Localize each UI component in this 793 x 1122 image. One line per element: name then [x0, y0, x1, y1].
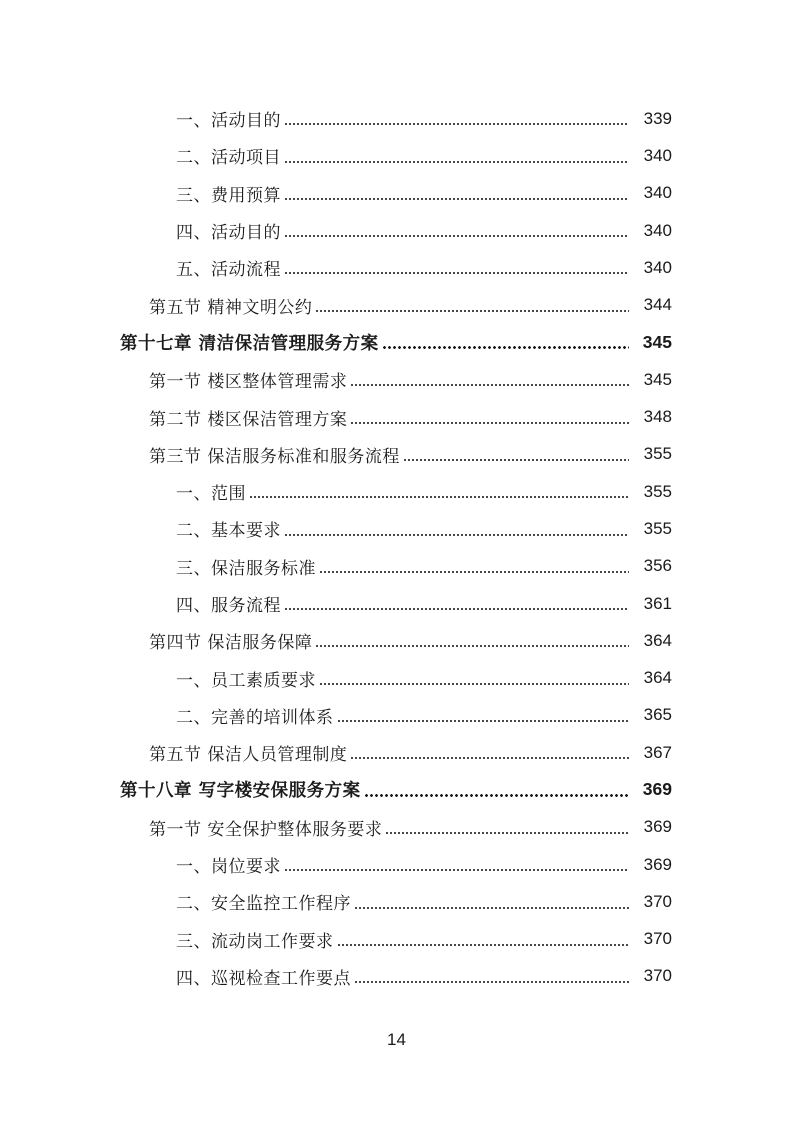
toc-dot-leader	[284, 523, 629, 537]
toc-entry-page: 344	[643, 295, 672, 315]
toc-entry-title: 第一节 安全保护整体服务要求	[149, 819, 383, 840]
toc-entry-title: 三、费用预算	[176, 185, 281, 206]
toc-section-entry[interactable]	[0, 398, 793, 435]
toc-dot-leader	[284, 112, 629, 126]
toc-entry[interactable]	[0, 659, 793, 696]
toc-chapter-entry[interactable]	[0, 324, 793, 361]
toc-dot-leader	[354, 970, 629, 984]
toc-entry[interactable]	[0, 100, 793, 137]
toc-entry[interactable]	[0, 958, 793, 995]
toc-entry-page: 364	[643, 668, 672, 688]
toc-entry[interactable]	[0, 548, 793, 585]
toc-entry-title: 二、完善的培训体系	[176, 707, 334, 728]
toc-dot-leader	[319, 560, 629, 574]
toc-entry-page: 369	[643, 817, 672, 837]
toc-entry-title: 一、员工素质要求	[176, 670, 316, 691]
toc-dot-leader	[382, 336, 629, 350]
toc-entry-page: 365	[643, 705, 672, 725]
toc-entry-page: 361	[643, 593, 672, 613]
toc-chapter-entry[interactable]	[0, 771, 793, 808]
toc-entry-page: 345	[642, 331, 672, 352]
toc-dot-leader	[337, 709, 630, 723]
toc-dot-leader	[337, 933, 630, 947]
toc-section-entry[interactable]	[0, 622, 793, 659]
toc-entry-page: 369	[643, 854, 672, 874]
toc-entry-title: 第五节 精神文明公约	[149, 297, 313, 318]
toc-entry-title: 第四节 保洁服务保障	[149, 633, 313, 654]
toc-entry-page: 356	[643, 556, 672, 576]
toc-entry-page: 355	[643, 518, 672, 538]
toc-section-entry[interactable]	[0, 286, 793, 323]
toc-entry[interactable]	[0, 175, 793, 212]
toc-entry-page: 370	[643, 929, 672, 949]
toc-entry-page: 345	[643, 369, 672, 389]
toc-entry[interactable]	[0, 883, 793, 920]
toc-dot-leader	[350, 746, 629, 760]
toc-entry[interactable]	[0, 846, 793, 883]
toc-entry-page: 370	[643, 966, 672, 986]
toc-entry-title: 第二节 楼区保洁管理方案	[149, 409, 348, 430]
toc-entry-title: 二、安全监控工作程序	[176, 894, 351, 915]
toc-entry-page: 340	[643, 183, 672, 203]
toc-entry[interactable]	[0, 249, 793, 286]
toc-entry-title: 一、活动目的	[176, 111, 281, 132]
table-of-contents	[0, 100, 793, 995]
toc-entry[interactable]	[0, 212, 793, 249]
toc-dot-leader	[354, 896, 629, 910]
toc-dot-leader	[403, 448, 629, 462]
toc-dot-leader	[385, 821, 629, 835]
toc-dot-leader	[350, 373, 629, 387]
toc-entry-title: 四、巡视检查工作要点	[176, 968, 351, 989]
toc-entry-title: 四、服务流程	[176, 596, 281, 616]
toc-entry-page: 370	[643, 891, 672, 911]
toc-entry-title: 三、保洁服务标准	[176, 558, 316, 579]
toc-entry-page: 348	[643, 407, 672, 427]
toc-chapter-title: 第十七章 清洁保洁管理服务方案	[120, 333, 379, 354]
toc-entry-page: 339	[643, 108, 672, 128]
toc-dot-leader	[350, 411, 629, 425]
toc-entry-title: 二、基本要求	[176, 521, 281, 542]
toc-entry[interactable]	[0, 697, 793, 734]
toc-section-entry[interactable]	[0, 809, 793, 846]
toc-entry[interactable]	[0, 921, 793, 958]
toc-dot-leader	[284, 597, 629, 611]
toc-entry-title: 四、活动目的	[176, 223, 281, 244]
page-number: 14	[387, 1030, 406, 1049]
toc-dot-leader	[284, 261, 629, 275]
toc-entry-page: 367	[643, 742, 672, 762]
toc-section-entry[interactable]	[0, 361, 793, 398]
toc-dot-leader	[284, 187, 629, 201]
toc-entry-page: 340	[643, 257, 672, 277]
toc-entry-title: 三、流动岗工作要求	[176, 931, 334, 952]
toc-entry-page: 340	[643, 220, 672, 240]
toc-entry-page: 355	[643, 444, 672, 464]
toc-entry-page: 364	[643, 630, 672, 650]
toc-entry-title: 五、活动流程	[176, 260, 281, 281]
toc-entry-title: 第五节 保洁人员管理制度	[149, 745, 348, 766]
toc-section-entry[interactable]	[0, 436, 793, 473]
toc-dot-leader	[284, 858, 629, 872]
toc-dot-leader	[319, 672, 629, 686]
toc-section-entry[interactable]	[0, 734, 793, 771]
toc-entry-title: 第三节 保洁服务标准和服务流程	[149, 446, 400, 467]
toc-entry[interactable]	[0, 585, 793, 622]
toc-entry-title: 第一节 楼区整体管理需求	[149, 372, 348, 393]
toc-entry-title: 二、活动项目	[176, 148, 281, 169]
toc-entry-page: 340	[643, 145, 672, 165]
toc-dot-leader	[284, 150, 629, 164]
toc-entry-title: 一、岗位要求	[176, 857, 281, 878]
toc-dot-leader	[249, 485, 629, 499]
toc-entry-page: 369	[642, 779, 672, 800]
toc-entry[interactable]	[0, 137, 793, 174]
toc-entry-page: 355	[643, 481, 672, 501]
toc-dot-leader	[315, 299, 629, 313]
toc-chapter-title: 第十八章 写字楼安保服务方案	[120, 781, 361, 802]
toc-dot-leader	[284, 224, 629, 238]
toc-dot-leader	[364, 784, 629, 798]
toc-entry[interactable]	[0, 510, 793, 547]
toc-dot-leader	[315, 634, 629, 648]
toc-entry[interactable]	[0, 473, 793, 510]
toc-entry-title: 一、范围	[176, 484, 246, 505]
